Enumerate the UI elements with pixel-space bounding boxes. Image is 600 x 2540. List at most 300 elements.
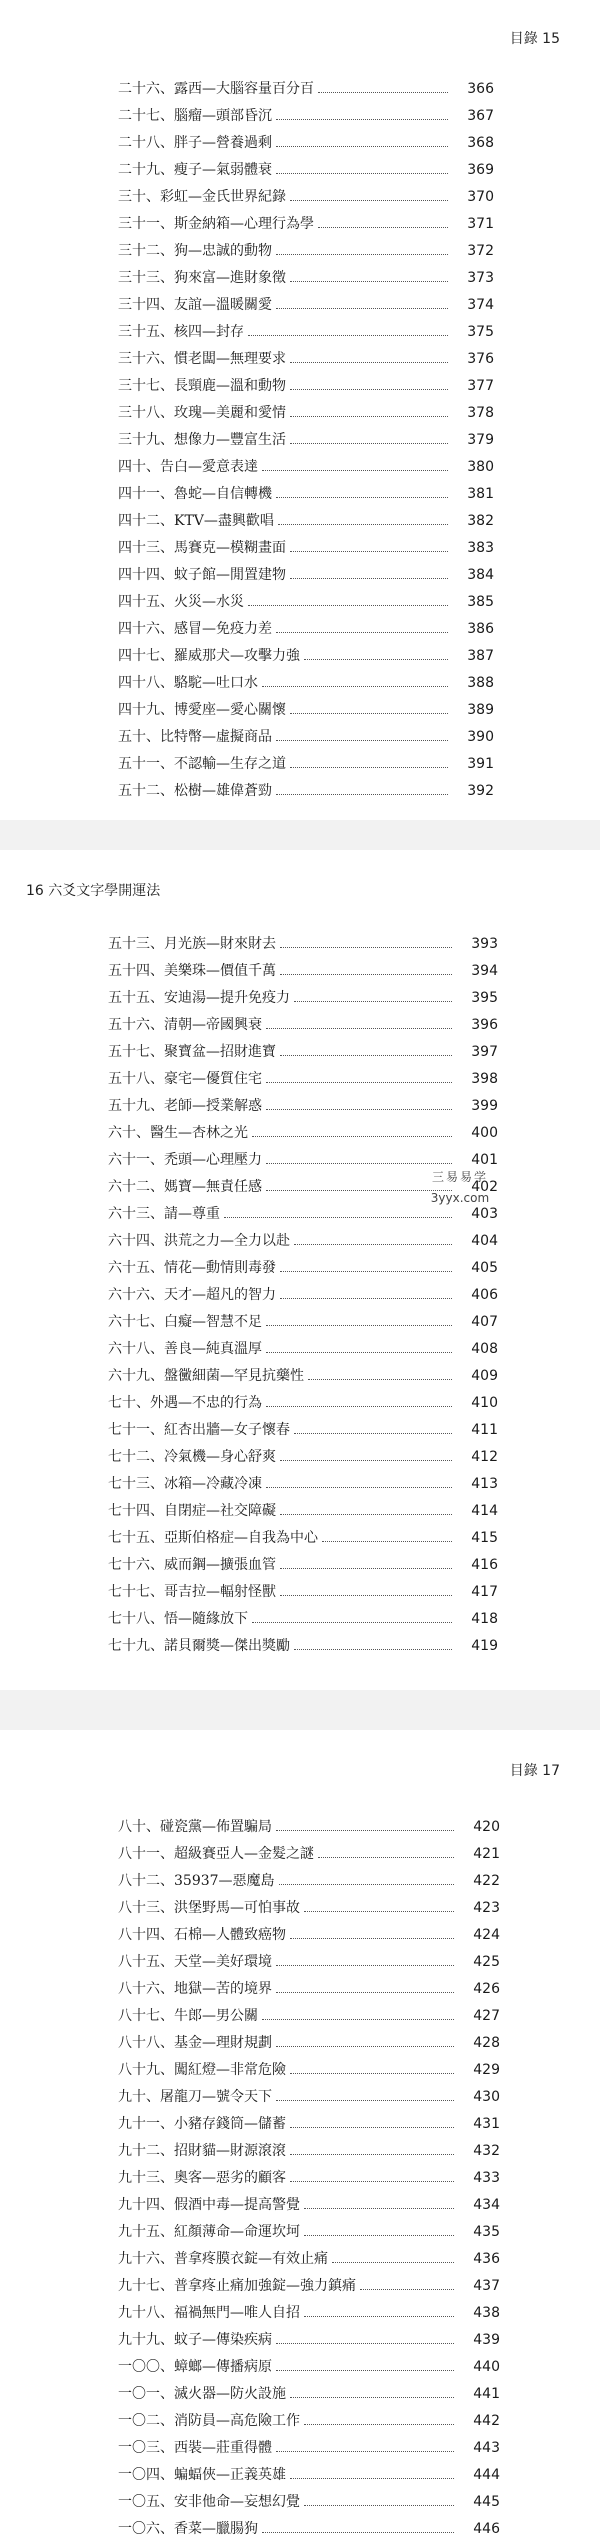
toc-entry	[118, 772, 494, 799]
toc-entry	[118, 2213, 500, 2240]
toc-entry	[118, 2186, 500, 2213]
toc-entry-page: 430	[473, 2089, 500, 2105]
dot-leader	[276, 2045, 454, 2047]
toc-entry-title: 六十五、情花—動情則毒發	[108, 1260, 276, 1276]
dot-leader	[304, 2315, 454, 2317]
dot-leader	[278, 523, 448, 525]
toc-entry	[118, 448, 494, 475]
toc-entry-page: 411	[471, 1422, 498, 1438]
toc-entry-page: 384	[467, 567, 494, 583]
toc-entry	[118, 2132, 500, 2159]
dot-leader	[224, 1216, 452, 1218]
toc-entry-page: 393	[471, 936, 498, 952]
toc-entry-title: 二十九、瘦子—氣弱體衰	[118, 162, 272, 178]
toc-entry-page: 426	[473, 1981, 500, 1997]
toc-entry-page: 386	[467, 621, 494, 637]
toc-entry	[108, 1249, 498, 1276]
toc-entry-title: 九十三、奧客—惡劣的顧客	[118, 2170, 286, 2186]
toc-entry-page: 441	[473, 2386, 500, 2402]
toc-entry-page: 409	[471, 1368, 498, 1384]
toc-entry	[108, 1384, 498, 1411]
toc-entry	[108, 1465, 498, 1492]
toc-entry-title: 四十一、魯蛇—自信轉機	[118, 486, 272, 502]
toc-entry-title: 三十一、斯金納箱—心理行為學	[118, 216, 314, 232]
toc-entry	[108, 1357, 498, 1384]
toc-entry-page: 429	[473, 2062, 500, 2078]
toc-entry-title: 九十八、福禍無門—唯人自招	[118, 2305, 300, 2321]
toc-entry-title: 八十二、35937—惡魔島	[118, 1873, 275, 1889]
toc-entry-page: 387	[467, 648, 494, 664]
toc-entry	[108, 1114, 498, 1141]
dot-leader	[276, 2369, 454, 2371]
dot-leader	[360, 2288, 454, 2290]
dot-leader	[276, 2099, 454, 2101]
toc-entry-page: 391	[467, 756, 494, 772]
toc-entry-page: 390	[467, 729, 494, 745]
toc-entry-title: 七十九、諾貝爾獎—傑出獎勵	[108, 1638, 290, 1654]
dot-leader	[318, 91, 448, 93]
toc-entry-page: 395	[471, 990, 498, 1006]
toc-entry-title: 八十四、石棉—人體致癌物	[118, 1927, 286, 1943]
toc-entry-title: 一〇四、蝙蝠俠—正義英雄	[118, 2467, 286, 2483]
toc-entry	[118, 205, 494, 232]
toc-entry-title: 二十六、露西—大腦容量百分百	[118, 81, 314, 97]
dot-leader	[290, 2396, 454, 2398]
toc-entry-page: 445	[473, 2494, 500, 2510]
dot-leader	[276, 172, 448, 174]
dot-leader	[332, 2261, 454, 2263]
toc-entry-page: 410	[471, 1395, 498, 1411]
toc-entry-page: 428	[473, 2035, 500, 2051]
dot-leader	[290, 2180, 454, 2182]
toc-entry-page: 380	[467, 459, 494, 475]
dot-leader	[262, 685, 448, 687]
toc-entry-title: 五十五、安迪湯—提升免疫力	[108, 990, 290, 1006]
dot-leader	[290, 442, 448, 444]
dot-leader	[266, 1108, 452, 1110]
toc-entry-page: 431	[473, 2116, 500, 2132]
toc-entry-title: 四十三、馬賽克—模糊畫面	[118, 540, 286, 556]
toc-entry-title: 九十六、普拿疼膜衣錠—有效止痛	[118, 2251, 328, 2267]
toc-entry-title: 五十四、美樂珠—價值千萬	[108, 963, 276, 979]
toc-entry-page: 379	[467, 432, 494, 448]
dot-leader	[276, 2450, 454, 2452]
toc-entry-page: 373	[467, 270, 494, 286]
page-header: 目錄 15	[509, 31, 560, 47]
dot-leader	[318, 1856, 454, 1858]
toc-entry-title: 九十四、假酒中毒—提高警覺	[118, 2197, 300, 2213]
toc-entry-page: 422	[473, 1873, 500, 1889]
toc-entry	[118, 367, 494, 394]
toc-entry-page: 368	[467, 135, 494, 151]
dot-leader	[276, 739, 448, 741]
toc-entry-title: 八十八、基金—理財規劃	[118, 2035, 272, 2051]
toc-entry-title: 四十九、博愛座—愛心關懷	[118, 702, 286, 718]
dot-leader	[252, 1621, 452, 1623]
toc-entry-page: 425	[473, 1954, 500, 1970]
toc-entry	[118, 502, 494, 529]
toc-entry	[118, 664, 494, 691]
page-separator	[0, 1690, 600, 1730]
dot-leader	[290, 2153, 454, 2155]
toc-entry-page: 403	[471, 1206, 498, 1222]
toc-entry-title: 五十三、月光族—財來財去	[108, 936, 276, 952]
toc-entry-title: 三十九、想像力—豐富生活	[118, 432, 286, 448]
page-separator	[0, 820, 600, 850]
dot-leader	[290, 199, 448, 201]
toc-entry-title: 六十四、洪荒之力—全力以赴	[108, 1233, 290, 1249]
toc-entry-page: 382	[467, 513, 494, 529]
toc-entry-title: 五十一、不認輸—生存之道	[118, 756, 286, 772]
watermark	[424, 1168, 496, 1205]
dot-leader	[280, 1459, 452, 1461]
toc-entry-page: 436	[473, 2251, 500, 2267]
toc-entry-title: 八十五、天堂—美好環境	[118, 1954, 272, 1970]
toc-entry	[108, 1546, 498, 1573]
toc-entry-title: 一〇三、西裝—莊重得體	[118, 2440, 272, 2456]
toc-entry-title: 三十八、玫瑰—美麗和愛情	[118, 405, 286, 421]
toc-entry-title: 四十、告白—愛意表達	[118, 459, 258, 475]
dot-leader	[304, 1910, 454, 1912]
toc-entry	[118, 97, 494, 124]
toc-entry	[108, 1276, 498, 1303]
toc-entry-title: 五十二、松樹—雄偉蒼勁	[118, 783, 272, 799]
toc-entry-page: 438	[473, 2305, 500, 2321]
toc-entry	[118, 313, 494, 340]
dot-leader	[266, 1324, 452, 1326]
toc-entry-page: 413	[471, 1476, 498, 1492]
dot-leader	[262, 2018, 454, 2020]
watermark-brand: 三易易学	[431, 1170, 488, 1184]
toc-entry	[118, 610, 494, 637]
toc-entry-title: 三十二、狗—忠誠的動物	[118, 243, 272, 259]
dot-leader	[290, 2072, 454, 2074]
page-2	[0, 850, 600, 1690]
toc-entry-page: 443	[473, 2440, 500, 2456]
toc-entry-page: 378	[467, 405, 494, 421]
toc-entry	[118, 2159, 500, 2186]
toc-entry	[108, 1330, 498, 1357]
toc-list	[118, 70, 494, 799]
toc-entry-title: 五十六、清朝—帝國興衰	[108, 1017, 262, 1033]
toc-entry	[118, 2240, 500, 2267]
dot-leader	[280, 1054, 452, 1056]
dot-leader	[276, 631, 448, 633]
toc-entry-page: 388	[467, 675, 494, 691]
toc-entry-title: 二十七、腦瘤—頭部昏沉	[118, 108, 272, 124]
toc-entry-title: 五十八、豪宅—優質住宅	[108, 1071, 262, 1087]
toc-entry-title: 七十三、冰箱—冷藏冷凍	[108, 1476, 262, 1492]
toc-entry-title: 一〇一、滅火器—防火設施	[118, 2386, 286, 2402]
dot-leader	[322, 1540, 452, 1542]
dot-leader	[280, 1513, 452, 1515]
dot-leader	[266, 1027, 452, 1029]
toc-entry	[118, 2321, 500, 2348]
toc-entry-page: 385	[467, 594, 494, 610]
toc-entry-title: 四十七、羅威那犬—攻擊力強	[118, 648, 300, 664]
toc-entry-title: 二十八、胖子—營養過剩	[118, 135, 272, 151]
toc-entry	[118, 70, 494, 97]
dot-leader	[276, 2342, 454, 2344]
dot-leader	[252, 1135, 452, 1137]
toc-entry-title: 九十九、蚊子—傳染疾病	[118, 2332, 272, 2348]
toc-entry-page: 415	[471, 1530, 498, 1546]
toc-entry-page: 444	[473, 2467, 500, 2483]
dot-leader	[280, 946, 452, 948]
dot-leader	[304, 2234, 454, 2236]
page-header: 16 六爻文字學開運法	[26, 883, 161, 899]
dot-leader	[290, 1937, 454, 1939]
toc-entry-title: 七十八、悟—隨緣放下	[108, 1611, 248, 1627]
toc-entry	[118, 2375, 500, 2402]
dot-leader	[290, 2477, 454, 2479]
toc-entry-page: 381	[467, 486, 494, 502]
toc-entry-page: 421	[473, 1846, 500, 1862]
toc-entry-page: 383	[467, 540, 494, 556]
toc-entry-page: 414	[471, 1503, 498, 1519]
toc-entry-title: 一〇六、香菜—臘腸狗	[118, 2521, 258, 2537]
toc-entry-page: 427	[473, 2008, 500, 2024]
toc-entry-page: 376	[467, 351, 494, 367]
toc-entry	[108, 979, 498, 1006]
toc-entry-page: 397	[471, 1044, 498, 1060]
toc-entry-title: 五十九、老師—授業解惑	[108, 1098, 262, 1114]
toc-entry-title: 七十、外遇—不忠的行為	[108, 1395, 262, 1411]
toc-entry	[118, 718, 494, 745]
toc-entry-title: 七十七、哥吉拉—輻射怪獸	[108, 1584, 276, 1600]
toc-entry	[118, 2024, 500, 2051]
toc-entry-title: 六十六、天才—超凡的智力	[108, 1287, 276, 1303]
toc-entry-page: 408	[471, 1341, 498, 1357]
toc-entry-page: 394	[471, 963, 498, 979]
toc-entry-title: 五十、比特幣—虛擬商品	[118, 729, 272, 745]
toc-entry	[118, 1862, 500, 1889]
toc-entry-title: 三十七、長頸鹿—溫和動物	[118, 378, 286, 394]
toc-entry	[108, 1060, 498, 1087]
toc-entry-page: 432	[473, 2143, 500, 2159]
toc-entry-page: 370	[467, 189, 494, 205]
toc-entry-title: 一〇五、安非他命—妄想幻覺	[118, 2494, 300, 2510]
dot-leader	[304, 658, 448, 660]
dot-leader	[290, 2126, 454, 2128]
dot-leader	[276, 253, 448, 255]
toc-entry-page: 423	[473, 1900, 500, 1916]
toc-entry-title: 九十五、紅顏薄命—命運坎坷	[118, 2224, 300, 2240]
toc-entry	[118, 2429, 500, 2456]
dot-leader	[290, 577, 448, 579]
toc-entry	[118, 745, 494, 772]
toc-entry	[118, 556, 494, 583]
toc-entry-page: 398	[471, 1071, 498, 1087]
toc-entry-title: 八十一、超級賽亞人—金髮之謎	[118, 1846, 314, 1862]
toc-entry-page: 402	[471, 1179, 498, 1195]
toc-entry	[108, 925, 498, 952]
toc-entry	[118, 2510, 500, 2537]
toc-entry-page: 404	[471, 1233, 498, 1249]
toc-entry-title: 八十六、地獄—苦的境界	[118, 1981, 272, 1997]
dot-leader	[266, 1081, 452, 1083]
toc-entry-title: 四十二、KTV—盡興歡唱	[118, 513, 274, 529]
toc-entry-page: 418	[471, 1611, 498, 1627]
page-1	[0, 0, 600, 820]
dot-leader	[279, 1883, 454, 1885]
toc-entry-page: 389	[467, 702, 494, 718]
toc-entry-page: 369	[467, 162, 494, 178]
toc-entry-title: 八十九、闖紅燈—非常危險	[118, 2062, 286, 2078]
toc-entry	[108, 1087, 498, 1114]
toc-entry-page: 434	[473, 2197, 500, 2213]
toc-entry-page: 424	[473, 1927, 500, 1943]
toc-entry	[118, 259, 494, 286]
dot-leader	[280, 1567, 452, 1569]
toc-entry	[108, 1438, 498, 1465]
dot-leader	[280, 1270, 452, 1272]
dot-leader	[290, 712, 448, 714]
toc-entry-page: 440	[473, 2359, 500, 2375]
dot-leader	[280, 1594, 452, 1596]
toc-entry-page: 446	[473, 2521, 500, 2537]
toc-entry-page: 401	[471, 1152, 498, 1168]
toc-entry-title: 三十四、友誼—溫暖關愛	[118, 297, 272, 313]
toc-entry	[108, 1141, 498, 1168]
toc-entry	[108, 1303, 498, 1330]
dot-leader	[276, 793, 448, 795]
dot-leader	[290, 280, 448, 282]
toc-entry	[108, 1519, 498, 1546]
toc-entry-title: 八十七、牛郎—男公關	[118, 2008, 258, 2024]
dot-leader	[266, 1405, 452, 1407]
toc-entry-page: 405	[471, 1260, 498, 1276]
toc-entry-title: 八十、碰瓷黨—佈置騙局	[118, 1819, 272, 1835]
toc-entry-page: 420	[473, 1819, 500, 1835]
dot-leader	[304, 2423, 454, 2425]
toc-entry-page: 416	[471, 1557, 498, 1573]
dot-leader	[248, 334, 448, 336]
toc-entry	[118, 1835, 500, 1862]
toc-entry-title: 六十七、白癡—智慧不足	[108, 1314, 262, 1330]
toc-entry-page: 392	[467, 783, 494, 799]
toc-entry	[118, 691, 494, 718]
dot-leader	[290, 550, 448, 552]
dot-leader	[290, 388, 448, 390]
toc-entry	[118, 2105, 500, 2132]
dot-leader	[294, 1648, 452, 1650]
toc-entry-title: 四十五、火災—水災	[118, 594, 244, 610]
toc-entry	[108, 1033, 498, 1060]
toc-entry	[118, 2078, 500, 2105]
toc-entry-page: 396	[471, 1017, 498, 1033]
toc-entry-title: 六十九、盤黴細菌—罕見抗藥性	[108, 1368, 304, 1384]
toc-entry-page: 419	[471, 1638, 498, 1654]
toc-entry-title: 六十二、媽寶—無責任感	[108, 1179, 262, 1195]
toc-entry-title: 七十五、亞斯伯格症—自我為中心	[108, 1530, 318, 1546]
page-header: 目錄 17	[509, 1763, 560, 1779]
toc-entry	[118, 1943, 500, 1970]
toc-entry	[118, 151, 494, 178]
toc-entry-title: 九十七、普拿疼止痛加強錠—強力鎮痛	[118, 2278, 356, 2294]
dot-leader	[304, 2207, 454, 2209]
toc-entry	[108, 952, 498, 979]
toc-entry-title: 八十三、洪堡野馬—可怕事故	[118, 1900, 300, 1916]
toc-entry	[118, 394, 494, 421]
toc-entry-title: 一〇〇、蟑螂—傳播病原	[118, 2359, 272, 2375]
toc-entry	[118, 1997, 500, 2024]
dot-leader	[276, 1829, 454, 1831]
dot-leader	[280, 1297, 452, 1299]
toc-entry-page: 374	[467, 297, 494, 313]
toc-entry-page: 366	[467, 81, 494, 97]
page-3	[0, 1730, 600, 2540]
toc-entry	[118, 2294, 500, 2321]
toc-entry-page: 406	[471, 1287, 498, 1303]
toc-entry-title: 六十八、善良—純真溫厚	[108, 1341, 262, 1357]
toc-entry-title: 七十一、紅杏出牆—女子懷春	[108, 1422, 290, 1438]
dot-leader	[294, 1432, 452, 1434]
toc-entry-page: 371	[467, 216, 494, 232]
toc-entry-title: 六十一、禿頭—心理壓力	[108, 1152, 262, 1168]
toc-entry	[108, 1492, 498, 1519]
toc-entry-title: 六十、醫生—杏林之光	[108, 1125, 248, 1141]
toc-entry-title: 七十四、自閉症—社交障礙	[108, 1503, 276, 1519]
toc-entry-page: 375	[467, 324, 494, 340]
toc-entry-page: 435	[473, 2224, 500, 2240]
dot-leader	[276, 1991, 454, 1993]
toc-entry-page: 412	[471, 1449, 498, 1465]
toc-entry	[118, 2456, 500, 2483]
toc-entry-title: 三十六、慣老闆—無理要求	[118, 351, 286, 367]
toc-entry	[108, 1006, 498, 1033]
toc-entry-page: 367	[467, 108, 494, 124]
toc-entry-title: 七十六、威而鋼—擴張血管	[108, 1557, 276, 1573]
dot-leader	[308, 1378, 452, 1380]
toc-entry	[118, 2051, 500, 2078]
toc-entry	[118, 1808, 500, 1835]
toc-entry-title: 三十三、狗來富—進財象徵	[118, 270, 286, 286]
toc-entry	[108, 1411, 498, 1438]
toc-entry-title: 一〇二、消防員—高危險工作	[118, 2413, 300, 2429]
dot-leader	[280, 973, 452, 975]
toc-entry-page: 417	[471, 1584, 498, 1600]
watermark-site: 3yyx.com	[430, 1191, 490, 1205]
toc-entry	[118, 529, 494, 556]
toc-entry	[118, 340, 494, 367]
toc-entry-page: 439	[473, 2332, 500, 2348]
toc-entry	[118, 475, 494, 502]
toc-entry	[108, 1627, 498, 1654]
toc-entry-title: 三十五、核四—封存	[118, 324, 244, 340]
toc-entry-title: 三十、彩虹—金氏世界紀錄	[118, 189, 286, 205]
dot-leader	[276, 1964, 454, 1966]
dot-leader	[262, 469, 448, 471]
toc-entry-title: 七十二、冷氣機—身心舒爽	[108, 1449, 276, 1465]
toc-entry-page: 399	[471, 1098, 498, 1114]
dot-leader	[262, 2531, 454, 2533]
toc-entry-page: 400	[471, 1125, 498, 1141]
toc-entry	[118, 1889, 500, 1916]
dot-leader	[266, 1486, 452, 1488]
toc-entry-title: 四十八、駱駝—吐口水	[118, 675, 258, 691]
toc-list	[118, 1808, 500, 2537]
toc-entry	[118, 124, 494, 151]
toc-entry	[118, 286, 494, 313]
toc-entry	[118, 232, 494, 259]
toc-entry-title: 四十六、感冒—免疫力差	[118, 621, 272, 637]
dot-leader	[276, 307, 448, 309]
toc-entry	[118, 637, 494, 664]
toc-entry-title: 四十四、蚊子館—閒置建物	[118, 567, 286, 583]
dot-leader	[266, 1351, 452, 1353]
dot-leader	[276, 496, 448, 498]
